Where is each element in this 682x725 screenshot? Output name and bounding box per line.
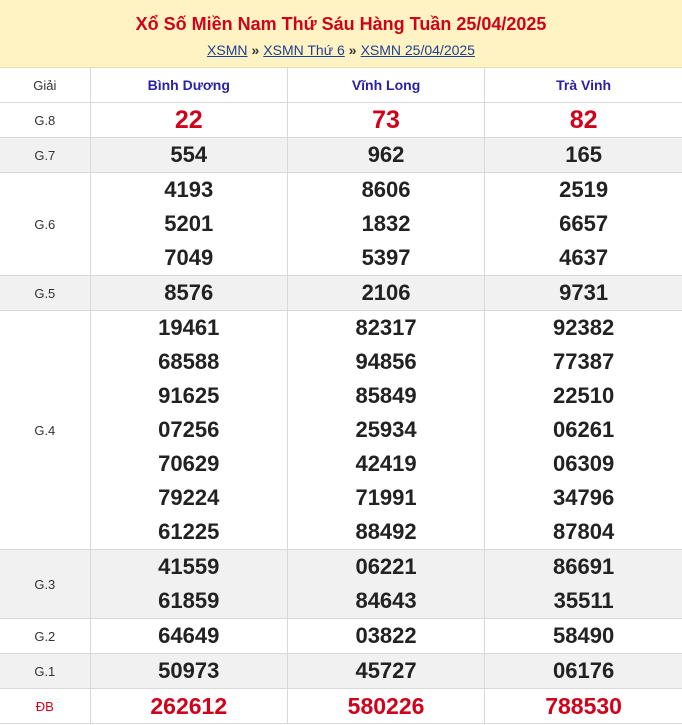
prize-number: 165 xyxy=(565,142,602,167)
results-body xyxy=(0,103,682,724)
prize-row-g8 xyxy=(0,103,682,138)
prize-number: 73 xyxy=(372,106,400,134)
province-header-tra-vinh[interactable]: Trà Vinh xyxy=(485,68,682,103)
prize-cell xyxy=(287,689,484,724)
prize-cell xyxy=(287,276,484,311)
prize-number: 68588 xyxy=(158,349,220,374)
prize-row-g5 xyxy=(0,276,682,311)
prize-label: G.3 xyxy=(0,550,90,619)
prize-number: 91625 xyxy=(158,383,220,408)
prize-number: 2519 xyxy=(559,177,609,202)
prize-label: G.1 xyxy=(0,654,90,689)
prize-number: 4193 xyxy=(164,177,214,202)
prize-number: 25934 xyxy=(355,417,417,442)
results-table xyxy=(0,68,682,724)
prize-row-g6 xyxy=(0,173,682,276)
prize-cell xyxy=(485,276,682,311)
prize-cell xyxy=(90,173,287,276)
prize-cell xyxy=(90,311,287,550)
prize-cell xyxy=(90,103,287,138)
province-header-binh-duong[interactable]: Bình Dương xyxy=(90,68,287,103)
table-header-row xyxy=(0,68,682,103)
prize-cell xyxy=(90,619,287,654)
prize-cell xyxy=(287,311,484,550)
prize-label: ĐB xyxy=(0,689,90,724)
prize-number: 79224 xyxy=(158,485,220,510)
prize-number: 50973 xyxy=(158,658,220,683)
prize-number: 9731 xyxy=(559,280,609,305)
prize-number: 41559 xyxy=(158,554,220,579)
special-prize-number: 788530 xyxy=(545,693,622,719)
prize-cell xyxy=(485,173,682,276)
giai-column-header: Giải xyxy=(0,68,90,103)
prize-number: 45727 xyxy=(355,658,417,683)
results-header xyxy=(0,0,682,68)
prize-cell xyxy=(90,138,287,173)
prize-cell xyxy=(485,619,682,654)
prize-label: G.5 xyxy=(0,276,90,311)
prize-number: 1832 xyxy=(361,211,411,236)
prize-row-g4 xyxy=(0,311,682,550)
prize-cell xyxy=(287,619,484,654)
prize-cell xyxy=(287,654,484,689)
prize-number: 19461 xyxy=(158,315,220,340)
page-title: Xổ Số Miền Nam Thứ Sáu Hàng Tuần 25/04/2025 xyxy=(135,14,547,34)
prize-cell xyxy=(485,689,682,724)
prize-cell xyxy=(287,550,484,619)
prize-number: 8576 xyxy=(164,280,214,305)
prize-number: 61225 xyxy=(158,519,220,544)
prize-row-g7 xyxy=(0,138,682,173)
prize-row-g1 xyxy=(0,654,682,689)
prize-number: 07256 xyxy=(158,417,220,442)
prize-number: 03822 xyxy=(355,623,417,648)
prize-cell xyxy=(485,550,682,619)
prize-number: 554 xyxy=(170,142,208,167)
prize-cell xyxy=(485,138,682,173)
province-header-vinh-long[interactable]: Vĩnh Long xyxy=(287,68,484,103)
prize-number: 71991 xyxy=(355,485,417,510)
prize-cell xyxy=(485,654,682,689)
breadcrumb xyxy=(0,41,682,59)
prize-number: 4637 xyxy=(559,245,609,270)
prize-number: 962 xyxy=(367,142,405,167)
prize-number: 87804 xyxy=(553,519,615,544)
prize-number: 64649 xyxy=(158,623,220,648)
prize-row-special xyxy=(0,689,682,724)
prize-number: 22510 xyxy=(553,383,615,408)
prize-number: 92382 xyxy=(553,315,615,340)
prize-number: 06176 xyxy=(553,658,615,683)
prize-number: 94856 xyxy=(355,349,417,374)
prize-cell xyxy=(90,654,287,689)
prize-cell xyxy=(90,550,287,619)
prize-label: G.4 xyxy=(0,311,90,550)
breadcrumb-xsmn-thu6-link[interactable]: XSMN Thứ 6 xyxy=(263,42,345,58)
prize-number: 82317 xyxy=(355,315,417,340)
prize-number: 7049 xyxy=(164,245,214,270)
prize-number: 61859 xyxy=(158,588,220,613)
prize-cell xyxy=(287,173,484,276)
prize-cell xyxy=(287,103,484,138)
prize-number: 5201 xyxy=(164,211,214,236)
breadcrumb-xsmn-date-link[interactable]: XSMN 25/04/2025 xyxy=(360,42,475,58)
prize-number: 35511 xyxy=(553,588,614,613)
prize-number: 82 xyxy=(569,106,598,134)
prize-cell xyxy=(287,138,484,173)
prize-number: 70629 xyxy=(158,451,220,476)
prize-row-g3 xyxy=(0,550,682,619)
special-prize-number: 580226 xyxy=(347,693,425,719)
prize-label: G.6 xyxy=(0,173,90,276)
prize-number: 58490 xyxy=(553,623,615,648)
prize-number: 06221 xyxy=(355,554,417,579)
prize-number: 06261 xyxy=(553,417,615,442)
prize-cell xyxy=(485,311,682,550)
prize-number: 34796 xyxy=(553,485,615,510)
prize-label: G.2 xyxy=(0,619,90,654)
prize-cell xyxy=(485,103,682,138)
breadcrumb-separator: » xyxy=(348,42,357,58)
prize-number: 85849 xyxy=(355,383,417,408)
prize-number: 2106 xyxy=(361,280,411,305)
prize-number: 84643 xyxy=(355,588,417,613)
prize-number: 22 xyxy=(174,106,203,134)
prize-cell xyxy=(90,276,287,311)
prize-number: 86691 xyxy=(553,554,615,579)
prize-number: 77387 xyxy=(553,349,615,374)
prize-number: 6657 xyxy=(559,211,609,236)
special-prize-number: 262612 xyxy=(150,693,228,719)
prize-label: G.8 xyxy=(0,103,90,138)
prize-number: 06309 xyxy=(553,451,615,476)
breadcrumb-separator: » xyxy=(251,42,260,58)
prize-number: 88492 xyxy=(355,519,417,544)
prize-number: 8606 xyxy=(361,177,411,202)
prize-row-g2 xyxy=(0,619,682,654)
prize-label: G.7 xyxy=(0,138,90,173)
prize-number: 42419 xyxy=(355,451,417,476)
breadcrumb-xsmn-link[interactable]: XSMN xyxy=(207,42,248,58)
prize-cell xyxy=(90,689,287,724)
prize-number: 5397 xyxy=(361,245,411,270)
